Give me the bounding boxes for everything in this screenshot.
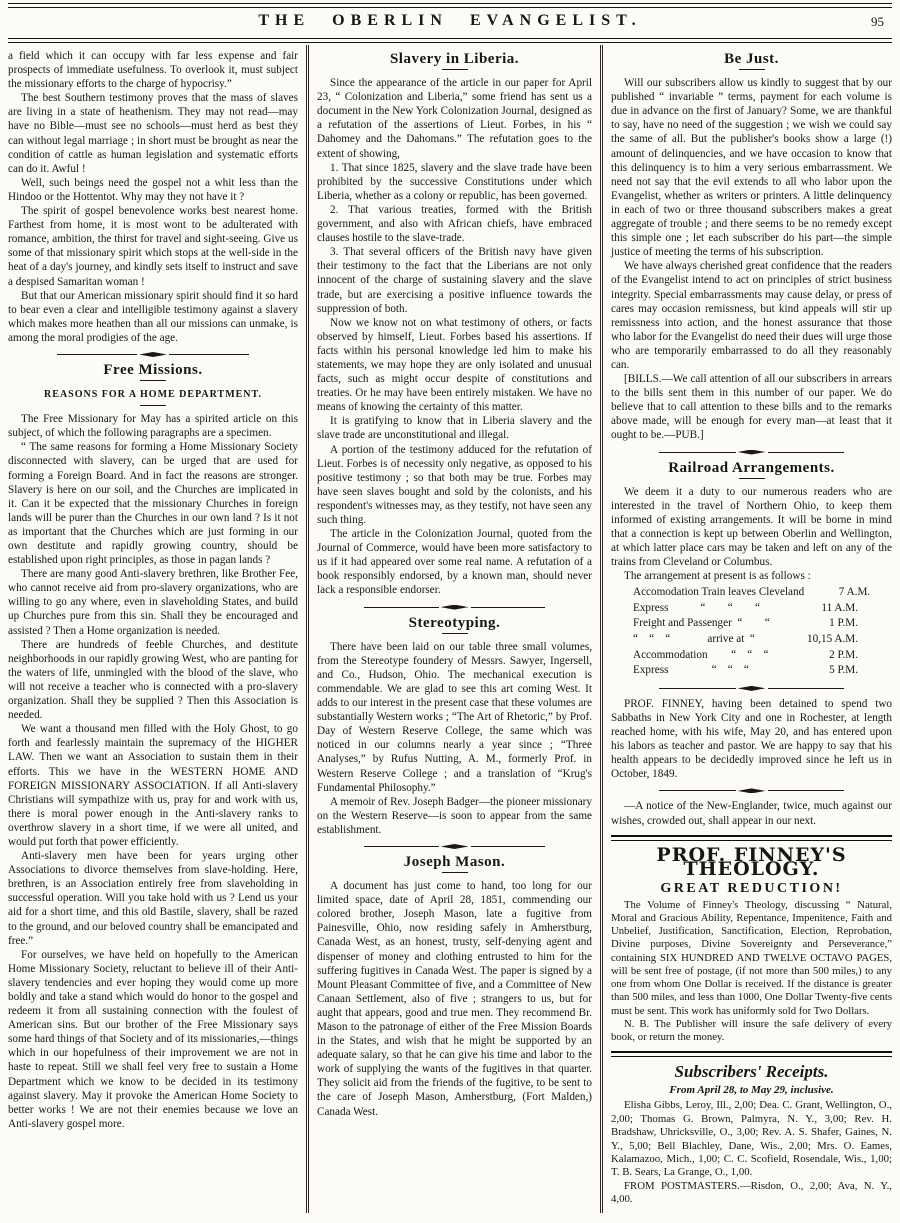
paragraph: A portion of the testimony adduced for the refutation of Lieut. Forbes is of necessity only negative, as opposed to his positive testimony ; so that both may be true. Forbes may have seen slaves bought and sold by the colonists, and his respondent's witnesses may, as they testify, not have seen any such thing.	[317, 443, 592, 526]
paragraph: 3. That several officers of the British navy have given their testimony to the fact that the Liberians are not only innocent of the charge of sustaining slavery and the slave trade, but are exercising a positive influence towards the suppression of both.	[317, 246, 592, 315]
article-heading: Slavery in Liberia.	[389, 51, 520, 67]
schedule-train: Freight and Passenger “	[633, 617, 743, 630]
schedule-ditto: “ “ “	[711, 664, 749, 677]
notice-prof-finney	[611, 697, 892, 782]
subscribers-receipts	[611, 1062, 892, 1206]
section-divider	[659, 686, 844, 691]
paragraph: Well, such beings need the gospel not a whit less than the Hindoo or the Hottentot. Why may they not have it ?	[8, 176, 298, 203]
article-heading: Free Missions.	[103, 361, 203, 378]
notice-new-englander	[611, 799, 892, 827]
section-divider	[364, 844, 546, 849]
masthead-bottom-rule	[8, 38, 892, 43]
section-divider	[364, 605, 546, 610]
schedule-time: 10,15 A.M.	[807, 633, 858, 646]
divider-ornament-icon	[441, 605, 469, 610]
paragraph: Will our subscribers allow us kindly to suggest that by our published “ invariable ” terms, payment for each volume is due in advance on the first of January? Some, we are thankful to say, have no need of the suggestion ; we wish we could say the same of all. But the publisher's books show a large (!) amount of delinquencies, and we have occasion to know that this delinquency is to him a very serious embarrassment. We need not say that the evil extends to all who labor upon the Evangelist, whether as writers or printers. A little delinquency in each of two or three thousand subscribers makes a great aggregate of trouble ; and there seems to be no remedy except this simple one ; let each subscriber do his part—the simple justice of meeting the terms of his subscription.	[611, 77, 892, 259]
article-slavery-in-liberia	[317, 52, 592, 598]
article-heading: Railroad Arrangements.	[668, 459, 835, 476]
divider-ornament-icon	[738, 686, 766, 691]
schedule-train: Accomodation Train leaves Cleveland	[633, 586, 805, 599]
paragraph: There have been laid on our table three small volumes, from the Stereotype foundery of Messrs. Sawyer, Ingersell, and Co., Hudson, Ohio. The mechanical execution is commendable. We are glad to see this art coming West. It adds to our interest in the present case that these volumes are substantially Western works ; “The Art of Rhetoric,” by Prof. Day of Western Reserve College, the same which was noticed in our columns nearly a year since ; “Three Analyses,” by Rufus Nutting, A. M., formerly Prof. in Western Reserve College ; and a translation of “Krug's Fundamental Philosophy.”	[317, 640, 592, 794]
paragraph: The arrangement at present is as follows :	[624, 570, 811, 583]
heading-rule	[739, 478, 765, 479]
paragraph: There are many good Anti-slavery brethren, like Brother Fee, who cannot receive aid from pro-slavery organizations, who are willing to go any where, even in slaveholding States, and build up Churches pure from this sin. Shall they be encouraged and assisted ? Then a Home organization is needed.	[8, 568, 298, 637]
paragraph: A document has just come to hand, too long for our limited space, date of April 28, 1851, commending our colored brother, Joseph Mason, late a fugitive from Painesville, Ohio, now residing safely in Amherstburg, Canada West, as an honest, trusty, self-denying agent and dispenser of money and clothing entrusted to him for the suffering fugitives in Canada West. The paper is signed by a Mount Pleasant Committee of five, and a Committee of New Canaan Settlement, also of five ; strangers to us, but for aught that appears, good and true men. They recommend Br. Mason to the patronage of either of the Free Mission Boards in the States, and wish that he might be supported by an adequate salary, so that he can give his time and labor to the work of supplying the wants of the fugitives in that quarter. They solicit aid from the friends of the fugitive, to be sent to the care of Joseph Mason, Amherstburg, (Fort Malden,) Canada West.	[317, 880, 592, 1118]
article-body	[8, 412, 298, 1131]
page-number: 95	[871, 14, 884, 29]
schedule-row	[633, 616, 858, 632]
article-be-just	[611, 52, 892, 443]
paragraph: We have always cherished great confidence that the readers of the Evangelist intend to act on principles of strict business integrity. Special embarrassments may cause delay, or press of cares may occasion remissness, but kind appeals will stir up remissness into action, and the honest assurance that those who labor for the Evangelist do need their dues will urge those who are temporarily embarrassed to do all they reasonably can.	[611, 260, 892, 371]
schedule-time: 2 P.M.	[829, 648, 858, 661]
schedule-ditto: arrive at “	[707, 633, 755, 646]
article-continuation	[8, 49, 298, 345]
article-joseph-mason	[317, 855, 592, 1119]
article-railroad-arrangements	[611, 461, 892, 679]
paragraph: The best Southern testimony proves that the mass of slaves are living in a state of heathenism. They may not read—may have no Bible—must see no schools—must herd as best they can without legal marriage ; in short must be brought as near the condition of cattle as human legislation and systematic efforts can do it. Awful !	[8, 92, 298, 175]
schedule-time: 7 A.M.	[838, 586, 871, 599]
heavy-section-rule	[611, 1051, 892, 1057]
paragraph: We deem it a duty to our numerous readers who are interested in the travel of Northern Ohio, to keep them informed of existing arrangements. It will be borne in mind that a connection is kept up between Oberlin and Wellington, at which latter place cars may be taken and left on any of the trains from Cleveland or Columbus.	[611, 485, 892, 569]
subheading-rule	[140, 405, 166, 406]
schedule-ditto: “ “ “	[700, 601, 761, 614]
paragraph: —A notice of the New-Englander, twice, much against our wishes, crowded out, shall appear in our next.	[611, 800, 892, 827]
paragraph: FROM POSTMASTERS.—Risdon, O., 2,00; Ava, N. Y., 4,00.	[611, 1179, 892, 1206]
masthead-title-row	[0, 8, 900, 38]
paragraph: A memoir of Rev. Joseph Badger—the pioneer missionary on the Western Reserve—is soon to appear from the same establishment.	[317, 795, 592, 836]
receipts-body	[611, 1099, 892, 1206]
paragraph: 2. That various treaties, formed with the British government, and also with African chiefs, have embraced clauses hostile to the slave-trade.	[317, 203, 592, 245]
paragraph: The Volume of Finney's Theology, discussing “ Natural, Moral and Gracious Ability, Repentance, Impenitence, Faith and Unbelief, Justification, Sanctification, Election, Reprobation, Divine purposes, Divine Sovereignty and Perseverance,” containing SIX HUNDRED AND TWELVE OCTAVO PAGES, will be sent free of postage, (if not more than 500 miles,) to any one from whom One Dollar is received. If the distance is greater than 500 miles, and less than 1000, One Dollar Twenty-five cents must be sent. This work has uniformly sold for Two Dollars.	[611, 898, 892, 1017]
paragraph: The article in the Colonization Journal, quoted from the Journal of Commerce, would have been more satisfactory to us if it had appeared over some real name. A refutation of a book responsibly endorsed, by a known man, should never lack a responsible endorser.	[317, 528, 592, 597]
paragraph: Now we know not on what testimony of others, or facts observed by himself, Lieut. Forbes based his assertions. If facts within his personal knowledge led him to make his statements, we may hope they are only isolated and unusual facts, such as might occur despite of constitutions and treaties. Or he may have been entirely mistaken. We have no means of knowing the certainty of this matter.	[317, 316, 592, 414]
article-body	[317, 879, 592, 1119]
divider-ornament-icon	[738, 788, 766, 793]
paragraph: N. B. The Publisher will insure the safe delivery of every book, or return the money.	[611, 1017, 892, 1043]
paragraph: 1. That since 1825, slavery and the slave trade have been prohibited by the successive Constitutions under which Liberia, whether as a colony or republic, has been governed.	[317, 161, 592, 202]
article-heading: Be Just.	[724, 51, 779, 67]
schedule-time: 1 P.M.	[829, 617, 858, 630]
paragraph: Since the appearance of the article in our paper for April 23, “ Colonization and Liberia,” some friend has sent us a document in the New York Colonization Journal, designed as a refutation of the assertions of Lieut. Forbes, in his “ Dahomey and the Dahomans.” The refutation goes to the extent of showing,	[317, 77, 592, 160]
heading-rule	[739, 69, 765, 70]
masthead	[0, 0, 900, 43]
article-free-missions	[8, 363, 298, 1131]
column-layout	[0, 45, 900, 1213]
paragraph: PROF. FINNEY, having been detained to spend two Sabbaths in New York City and one in Rochester, at length reached home, with his wife, May 20, and has entered upon his labors as teacher and pastor. We are happy to say that his health appears to be decidedly improved since he left us in October, 1849.	[611, 697, 892, 781]
heading-rule	[442, 69, 468, 70]
paragraph: The spirit of gospel benevolence works best nearest home. Farthest from home, it is most wont to be adulterated with romance, ambition, the thirst for travel and sight-seeing. Give us some of that missionary spirit which stops at the well-side in the heat of a day's journey, and kindly sets itself to instruct and save a despised Samaritan woman !	[8, 205, 298, 288]
paragraph: For ourselves, we have held on hopefully to the American Home Missionary Society, reluctant to believe ill of their Anti-slavery tendencies and ever hoping they would come up more boldly and take a stand which would do honor to the gospel and redeem it from all sustaining connection with the foulest of American sins. But our brother of the Free Missionary says some hard things of that Society and of its missionaries,—things which in our hopefulness of their improvement we are not in haste to repeat. Still we shall feel very free to sustain a Home Department which we know to be decided in its testimony against slavery. May it provoke the American Home Society to better works ! We are not their enemies because we love an Anti-slavery gospel more.	[8, 948, 298, 1130]
article-stereotyping	[317, 616, 592, 837]
schedule-row	[633, 601, 858, 617]
heading-rule	[442, 872, 468, 873]
heavy-section-rule	[611, 835, 892, 841]
column-left	[0, 45, 306, 1213]
article-heading: Stereotyping.	[408, 614, 501, 631]
article-body	[611, 697, 892, 782]
receipts-heading: Subscribers' Receipts.	[674, 1062, 829, 1082]
train-schedule-table	[633, 585, 871, 679]
divider-ornament-icon	[441, 844, 469, 849]
schedule-row	[633, 585, 871, 601]
paragraph: But that our American missionary spirit should find it so hard to bear even a clear and intelligible testimony against a slavery which makes more heathen than all our missions can unmake, is among the moral prodigies of the age.	[8, 289, 298, 344]
schedule-ditto: “ “ “	[731, 648, 769, 661]
section-divider	[57, 352, 248, 357]
schedule-train: Accommodation	[633, 648, 708, 661]
article-subheading: REASONS FOR A HOME DEPARTMENT.	[44, 389, 262, 401]
article-body	[8, 49, 298, 345]
schedule-row	[633, 648, 858, 664]
paragraph: We want a thousand men filled with the Holy Ghost, to go forth and fearlessly maintain the supremacy of the HIGHER LAW. Then we want an Association to sustain them in their efforts. This we have in the WESTERN HOME AND FOREIGN MISSIONARY ASSOCIATION. If all Anti-slavery Christians will sympathize with us, pray for and work with us, there is moral power enough in the Anti-slavery ranks to overthrow slavery in a short time, if we were all united, and would put forth that power efficiently.	[8, 723, 298, 848]
schedule-ditto: “	[764, 617, 770, 630]
divider-ornament-icon	[738, 450, 766, 455]
paragraph: Anti-slavery men have been for years urging other Associations to divorce themselves from slave-holding. Here, brethren, is an Association entirely free from slaveholding in successful operation. Will you take hold with us ? Lend us your aid for a short time, and this old Bastile, slavery, shall be razed to the ground, and our beloved country shall be emancipated and free.”	[8, 850, 298, 947]
paragraph: Elisha Gibbs, Leroy, Ill., 2,00; Dea. C. Grant, Wellington, O., 2,00; Thomas G. Brown, Palmyra, N. Y., 3,00; Rev. H. Bradshaw, Uhricksville, O., 3,00; Rev. A. S. Shafer, Gaines, N. Y., 5,00; Bell Blachley, Dane, Wis., 2,00; Mrs. O. Eames, Kalamazoo, Mich., 1,00; C. C. Scofield, Rosendale, Wis., 1,00; T. B. Sears, La Grange, O., 1,00.	[611, 1099, 892, 1179]
schedule-train: “ “ “	[633, 633, 671, 646]
advert-subheading: GREAT REDUCTION!	[660, 880, 843, 896]
article-body	[611, 76, 892, 442]
schedule-train: Express	[633, 601, 669, 614]
schedule-time: 5 P.M.	[829, 664, 858, 677]
article-body	[317, 640, 592, 837]
paragraph: The Free Missionary for May has a spirited article on this subject, of which the following paragraphs are a specimen.	[8, 413, 298, 440]
schedule-row	[633, 663, 858, 679]
advert-body	[611, 899, 892, 1044]
paragraph: There are hundreds of feeble Churches, and destitute neighborhoods in our rapidly growing West, who are panting for the waters of life, unmingled with the blood of the slave, who will not receive a teacher who is connected with a pro-slavery organization. Shall they be supplied ? Then this Association is needed.	[8, 638, 298, 722]
divider-ornament-icon	[139, 352, 167, 357]
article-body	[317, 76, 592, 597]
paragraph: a field which it can occupy with far less expense and fair prospects of immediate usefulness. To overlook it, must subject the missionary efforts to the charge of hypocrisy.”	[8, 50, 298, 91]
column-center	[306, 45, 600, 1213]
advert-finneys-theology	[611, 843, 892, 1045]
schedule-time: 11 A.M.	[821, 601, 858, 614]
paragraph: [BILLS.—We call attention of all our subscribers in arrears to the bills sent them in this number of our paper. We do believe that to call attention to these bills and to the remarks above made, will be enough for every man—at least that it ought to be.—PUB.]	[611, 373, 892, 442]
schedule-row	[633, 632, 858, 648]
newspaper-title: THE OBERLIN EVANGELIST.	[258, 12, 642, 29]
section-divider	[659, 450, 844, 455]
receipts-date-range: From April 28, to May 29, inclusive.	[669, 1084, 834, 1097]
section-divider	[659, 788, 844, 793]
schedule-train: Express	[633, 664, 669, 677]
column-right	[600, 45, 900, 1213]
article-heading: Joseph Mason.	[403, 853, 506, 870]
article-body	[611, 485, 892, 584]
paragraph: “ The same reasons for forming a Home Missionary Society disconnected with slavery, can be urged that are used for forming a Foreign Board. And in fact the reasons are stronger. Slavery is here on our soil, and the Churches are implicated in it. Can it be expected that the missionary Churches in foreign lands will be purer than the Churches in our own land ? Is it not as important that the Churches which are just forming in our own destitute and rapidly growing country, should be established upon right principles, as those in pagan lands ?	[8, 441, 298, 567]
advert-heading: PROF. FINNEY'S THEOLOGY.	[656, 843, 847, 880]
paragraph: It is gratifying to know that in Liberia slavery and the slave trade are unconstitutional and illegal.	[317, 415, 592, 442]
article-body	[611, 799, 892, 827]
heading-rule	[140, 380, 166, 381]
heading-rule	[442, 633, 468, 634]
